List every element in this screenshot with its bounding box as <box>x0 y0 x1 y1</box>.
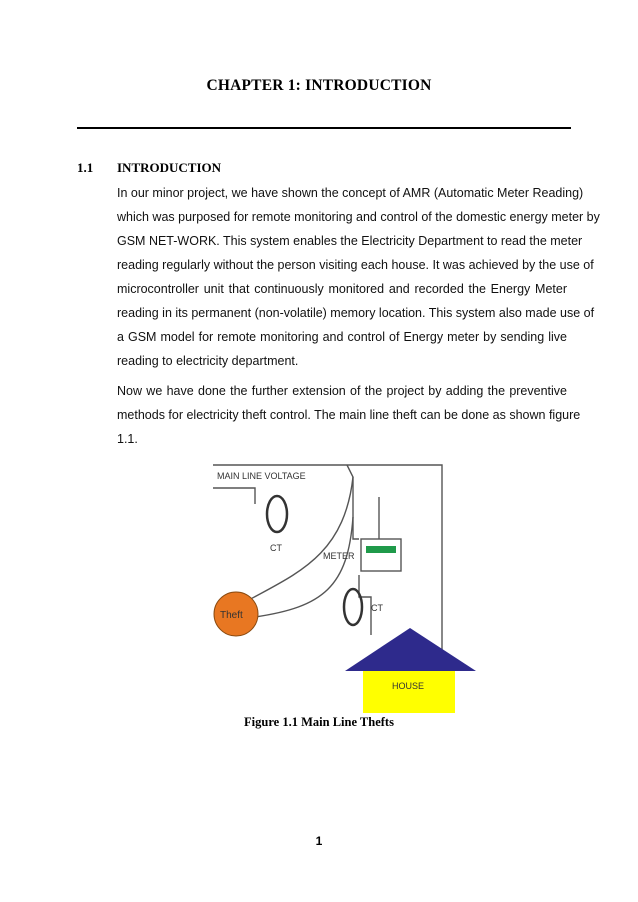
paragraph-1 <box>117 181 600 373</box>
paragraph-line: which was purposed for remote monitoring and control of the domestic energy meter by <box>117 210 600 224</box>
title-rule <box>77 127 571 129</box>
paragraph-line: reading regularly without the person visiting each house. It was achieved by the use of <box>117 258 594 272</box>
main-line-theft-diagram <box>193 457 483 717</box>
figure-caption: Figure 1.1 Main Line Thefts <box>244 715 394 729</box>
house-body <box>363 671 455 713</box>
section-title: INTRODUCTION <box>117 160 222 175</box>
theft-label: Theft <box>220 610 243 621</box>
paragraph-line: GSM NET-WORK. This system enables the Electricity Department to read the meter <box>117 234 583 248</box>
section-number: 1.1 <box>77 160 94 175</box>
ct-bottom-coil <box>344 589 362 625</box>
paragraph-line: microcontroller unit that continuously monitored and recorded the Energy Meter <box>117 282 567 296</box>
ct-top-label: CT <box>270 543 282 553</box>
paragraph-line: a GSM model for remote monitoring and control of Energy meter by sending live <box>117 330 567 344</box>
left-feed-wire <box>213 488 255 504</box>
main-line-label: MAIN LINE VOLTAGE <box>217 471 306 481</box>
paragraph-line: 1.1. <box>117 432 138 446</box>
meter-label: METER <box>323 551 355 561</box>
paragraph-line: In our minor project, we have shown the concept of AMR (Automatic Meter Reading) <box>117 186 584 200</box>
ct-top-coil <box>267 496 287 532</box>
chapter-title: CHAPTER 1: INTRODUCTION <box>206 77 432 94</box>
page-number: 1 <box>315 834 323 848</box>
ct-bottom-label: CT <box>371 603 383 613</box>
meter-box <box>361 539 401 571</box>
paragraph-line: reading to electricity department. <box>117 354 299 368</box>
paragraph-line: reading in its permanent (non-volatile) memory location. This system also made use of <box>117 306 595 320</box>
house-roof <box>345 628 476 671</box>
paragraph-line: Now we have done the further extension of the project by adding the preventive <box>117 384 567 398</box>
paragraph-line: methods for electricity theft control. The main line theft can be done as shown figure <box>117 408 581 422</box>
meter-display-bar <box>366 546 396 553</box>
house-label: HOUSE <box>392 681 425 691</box>
paragraph-2 <box>117 379 581 451</box>
